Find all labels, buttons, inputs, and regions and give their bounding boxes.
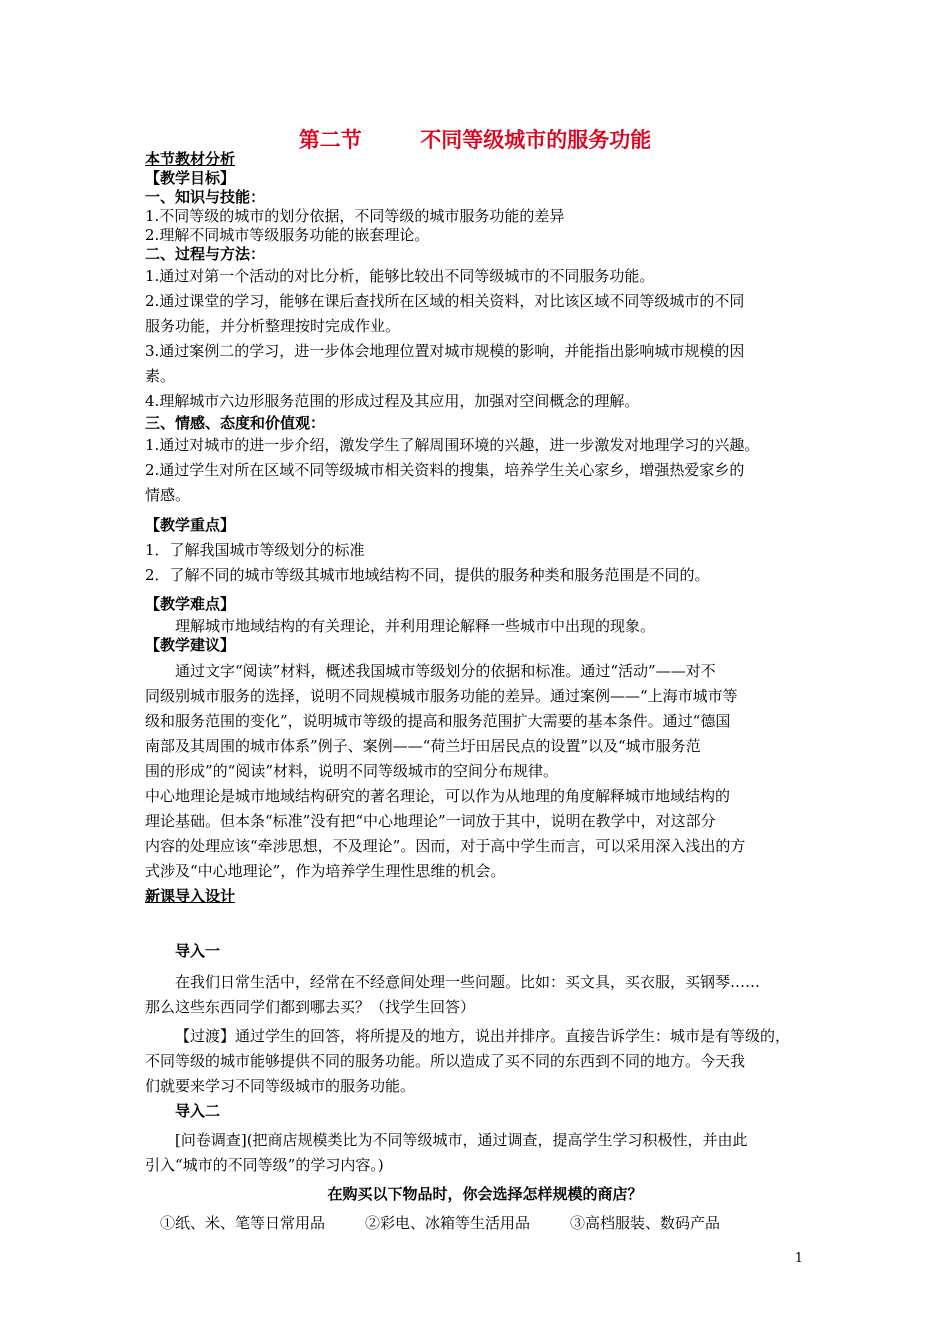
suggestion-line: 通过文字“阅读”材料，概述我国城市等级划分的依据和标准。通过“活动”——对不 xyxy=(175,662,716,680)
process-item: 3.通过案例二的学习，进一步体会地理位置对城市规模的影响，并能指出影响城市规模的因 xyxy=(145,342,745,360)
intro1-line: 在我们日常生活中，经常在不经意间处理一些问题。比如：买文具，买衣服，买钢琴…… xyxy=(175,973,761,991)
intro2-heading: 导入二 xyxy=(175,1102,221,1120)
suggestion-line: 级和服务范围的变化”，说明城市等级的提高和服务范围扩大需要的基本条件。通过“德国 xyxy=(145,712,731,730)
survey-option: ②彩电、冰箱等生活用品 xyxy=(365,1214,531,1232)
knowledge-heading: 一、知识与技能： xyxy=(145,188,266,206)
intro1-line: 那么这些东西同学们都到哪去买？（找学生回答） xyxy=(145,998,476,1016)
survey-question: 在购买以下物品时，你会选择怎样规模的商店？ xyxy=(327,1185,643,1203)
process-item: 4.理解城市六边形服务范围的形成过程及其应用，加强对空间概念的理解。 xyxy=(145,392,640,410)
process-item: 1.通过对第一个活动的对比分析，能够比较出不同等级城市的不同服务功能。 xyxy=(145,267,655,285)
suggestion-line: 中心地理论是城市地域结构研究的著名理论，可以作为从地理的角度解释城市地域结构的 xyxy=(145,787,731,805)
intro1-line: 【过渡】通过学生的回答，将所提及的地方，说出并排序。直接告诉学生：城市是有等级的， xyxy=(175,1027,791,1045)
values-item: 1.通过对城市的进一步介绍，激发学生了解周围环境的兴趣，进一步激发对地理学习的兴趣。 xyxy=(145,436,760,454)
survey-options xyxy=(145,1211,825,1236)
knowledge-item: 1.不同等级的城市的划分依据，不同等级的城市服务功能的差异 xyxy=(145,207,565,225)
process-item: 素。 xyxy=(145,367,176,385)
key-points-heading: 【教学重点】 xyxy=(145,516,236,534)
key-point-item: 1．了解我国城市等级划分的标准 xyxy=(145,541,365,559)
suggestion-line: 理论基础。但本条“标准”没有把“中心地理论”一词放于其中，说明在教学中，对这部分 xyxy=(145,812,716,830)
suggestion-line: 同级别城市服务的选择，说明不同规模城市服务功能的差异。通过案例——“上海市城市等 xyxy=(145,687,738,705)
analysis-heading: 本节教材分析 xyxy=(145,150,236,168)
suggestion-line: 南部及其周围的城市体系”例子、案例——“荷兰圩田居民点的设置”以及“城市服务范 xyxy=(145,737,701,755)
intro1-heading: 导入一 xyxy=(175,942,221,960)
document-body xyxy=(145,150,825,1236)
page-title: 第二节 不同等级城市的服务功能 xyxy=(298,128,652,152)
suggestion-line: 围的形成”的“阅读”材料，说明不同等级城市的空间分布规律。 xyxy=(145,762,559,780)
difficulty-heading: 【教学难点】 xyxy=(145,595,236,613)
knowledge-item: 2.理解不同城市等级服务功能的嵌套理论。 xyxy=(145,226,430,244)
key-point-item: 2．了解不同的城市等级其城市地域结构不同，提供的服务种类和服务范围是不同的。 xyxy=(145,566,710,584)
intro2-line: [问卷调查](把商店规模类比为不同等级城市，通过调查，提高学生学习积极性，并由此 xyxy=(175,1131,748,1149)
goals-heading: 【教学目标】 xyxy=(145,169,236,187)
values-item: 2.通过学生对所在区域不同等级城市相关资料的搜集，培养学生关心家乡，增强热爱家乡的 xyxy=(145,461,745,479)
page-number: 1 xyxy=(794,1251,803,1266)
survey-option: ①纸、米、笔等日常用品 xyxy=(160,1214,326,1232)
suggestion-line: 式涉及“中心地理论”，作为培养学生理性思维的机会。 xyxy=(145,862,506,880)
intro2-line: 引入“城市的不同等级”的学习内容。) xyxy=(145,1156,384,1174)
difficulty-text: 理解城市地域结构的有关理论，并利用理论解释一些城市中出现的现象。 xyxy=(175,617,656,635)
suggestion-line: 内容的处理应该“牵涉思想，不及理论”。因而，对于高中学生而言，可以采用深入浅出的方 xyxy=(145,837,746,855)
process-item: 2.通过课堂的学习，能够在课后查找所在区域的相关资料，对比该区域不同等级城市的不同 xyxy=(145,292,745,310)
suggestions-heading: 【教学建议】 xyxy=(145,636,236,654)
intro1-line: 不同等级的城市能够提供不同的服务功能。所以造成了买不同的东西到不同的地方。今天我 xyxy=(145,1052,746,1070)
process-heading: 二、过程与方法： xyxy=(145,245,266,263)
values-heading: 三、情感、态度和价值观： xyxy=(145,414,326,432)
intro1-line: 们就要来学习不同等级城市的服务功能。 xyxy=(145,1077,416,1095)
survey-option: ③高档服装、数码产品 xyxy=(570,1214,721,1232)
values-item: 情感。 xyxy=(145,486,191,504)
process-item: 服务功能，并分析整理按时完成作业。 xyxy=(145,317,401,335)
intro-heading: 新课导入设计 xyxy=(145,887,236,905)
